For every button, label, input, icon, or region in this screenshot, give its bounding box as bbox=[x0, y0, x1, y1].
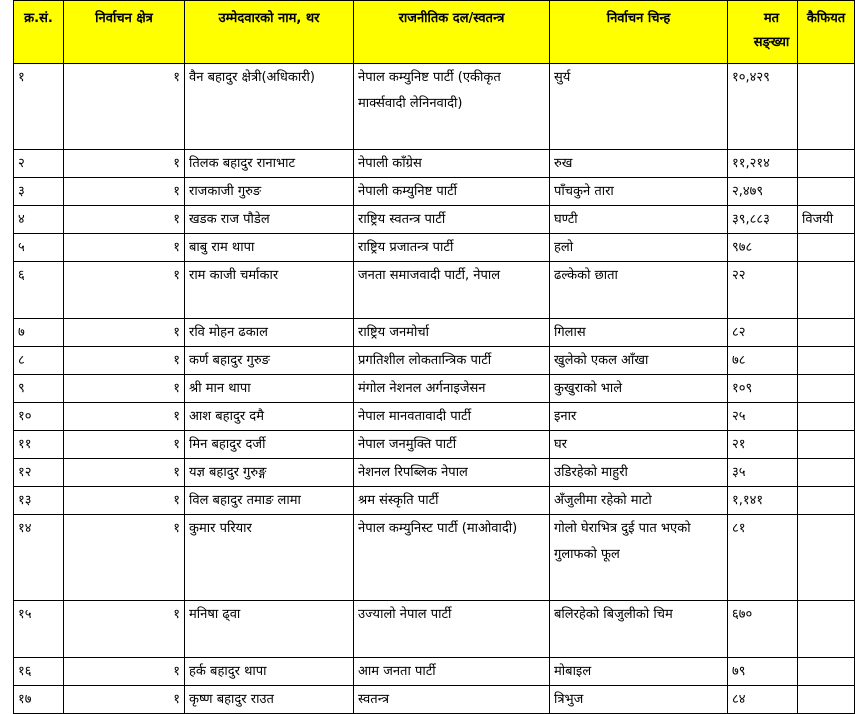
cell-remarks bbox=[798, 686, 855, 714]
table-row bbox=[14, 487, 855, 515]
cell-votes: ८२ bbox=[728, 319, 798, 347]
cell-sn: ८ bbox=[14, 347, 64, 375]
cell-sn: ९ bbox=[14, 375, 64, 403]
cell-votes: १०,४२९ bbox=[728, 64, 798, 150]
table-row bbox=[14, 658, 855, 686]
cell-symbol: त्रिभुज bbox=[550, 686, 728, 714]
cell-remarks bbox=[798, 375, 855, 403]
cell-symbol: बलिरहेको बिजुलीको चिम bbox=[550, 601, 728, 658]
cell-constituency: १ bbox=[64, 150, 185, 178]
table-row bbox=[14, 319, 855, 347]
header-constituency: निर्वाचन क्षेत्र bbox=[64, 1, 185, 64]
header-candidate: उम्मेदवारको नाम, थर bbox=[185, 1, 354, 64]
cell-party: राष्ट्रिय प्रजातन्त्र पार्टी bbox=[354, 234, 550, 262]
cell-sn: १५ bbox=[14, 601, 64, 658]
cell-party: राष्ट्रिय स्वतन्त्र पार्टी bbox=[354, 206, 550, 234]
cell-party: मंगोल नेशनल अर्गनाइजेसन bbox=[354, 375, 550, 403]
cell-constituency: १ bbox=[64, 178, 185, 206]
cell-sn: १६ bbox=[14, 658, 64, 686]
table-row bbox=[14, 515, 855, 601]
table-row bbox=[14, 403, 855, 431]
cell-remarks bbox=[798, 347, 855, 375]
cell-sn: १० bbox=[14, 403, 64, 431]
cell-party: श्रम संस्कृति पार्टी bbox=[354, 487, 550, 515]
cell-candidate: हर्क बहादुर थापा bbox=[185, 658, 354, 686]
cell-symbol: अँजुलीमा रहेको माटो bbox=[550, 487, 728, 515]
table-row bbox=[14, 686, 855, 714]
header-remarks: कैफियत bbox=[798, 1, 855, 64]
cell-candidate: कृष्ण बहादुर राउत bbox=[185, 686, 354, 714]
cell-votes: २,४७९ bbox=[728, 178, 798, 206]
cell-symbol: कुखुराको भाले bbox=[550, 375, 728, 403]
cell-constituency: १ bbox=[64, 206, 185, 234]
cell-votes: ३९,८८३ bbox=[728, 206, 798, 234]
table-row bbox=[14, 262, 855, 319]
cell-symbol: इनार bbox=[550, 403, 728, 431]
cell-sn: २ bbox=[14, 150, 64, 178]
cell-symbol: खुलेको एकल आँखा bbox=[550, 347, 728, 375]
table-row bbox=[14, 347, 855, 375]
cell-symbol: घर bbox=[550, 431, 728, 459]
cell-party: स्वतन्त्र bbox=[354, 686, 550, 714]
cell-constituency: १ bbox=[64, 601, 185, 658]
table-row bbox=[14, 206, 855, 234]
cell-sn: ११ bbox=[14, 431, 64, 459]
cell-party: राष्ट्रिय जनमोर्चा bbox=[354, 319, 550, 347]
cell-remarks bbox=[798, 64, 855, 150]
cell-remarks bbox=[798, 658, 855, 686]
cell-sn: ६ bbox=[14, 262, 64, 319]
cell-votes: ६७० bbox=[728, 601, 798, 658]
cell-party: नेपाली कम्युनिष्ट पार्टी bbox=[354, 178, 550, 206]
cell-remarks bbox=[798, 178, 855, 206]
cell-candidate: मिन बहादुर दर्जी bbox=[185, 431, 354, 459]
cell-candidate: वैन बहादुर क्षेत्री(अधिकारी) bbox=[185, 64, 354, 150]
cell-votes: ३५ bbox=[728, 459, 798, 487]
cell-votes: २५ bbox=[728, 403, 798, 431]
cell-votes: ९७८ bbox=[728, 234, 798, 262]
cell-symbol: ढल्केको छाता bbox=[550, 262, 728, 319]
cell-candidate: कुमार परियार bbox=[185, 515, 354, 601]
table-row bbox=[14, 431, 855, 459]
cell-votes: १,१४१ bbox=[728, 487, 798, 515]
cell-symbol: गोलो घेराभित्र दुई पात भएको गुलाफको फूल bbox=[550, 515, 728, 601]
cell-remarks bbox=[798, 431, 855, 459]
cell-sn: ३ bbox=[14, 178, 64, 206]
cell-remarks bbox=[798, 234, 855, 262]
table-row bbox=[14, 459, 855, 487]
cell-votes: २१ bbox=[728, 431, 798, 459]
cell-sn: १ bbox=[14, 64, 64, 150]
cell-symbol: सुर्य bbox=[550, 64, 728, 150]
cell-party: नेपाल जनमुक्ति पार्टी bbox=[354, 431, 550, 459]
cell-sn: ४ bbox=[14, 206, 64, 234]
cell-candidate: तिलक बहादुर रानाभाट bbox=[185, 150, 354, 178]
cell-constituency: १ bbox=[64, 686, 185, 714]
table-row bbox=[14, 178, 855, 206]
cell-party: नेशनल रिपब्लिक नेपाल bbox=[354, 459, 550, 487]
cell-remarks bbox=[798, 150, 855, 178]
cell-candidate: यज्ञ बहादुर गुरुङ्ग bbox=[185, 459, 354, 487]
cell-candidate: खडक राज पौडेल bbox=[185, 206, 354, 234]
cell-remarks bbox=[798, 319, 855, 347]
cell-candidate: रवि मोहन ढकाल bbox=[185, 319, 354, 347]
cell-sn: १७ bbox=[14, 686, 64, 714]
cell-party: प्रगतिशील लोकतान्त्रिक पार्टी bbox=[354, 347, 550, 375]
cell-symbol: रुख bbox=[550, 150, 728, 178]
cell-candidate: राजकाजी गुरुङ bbox=[185, 178, 354, 206]
cell-remarks bbox=[798, 487, 855, 515]
header-row bbox=[14, 1, 855, 64]
cell-candidate: विल बहादुर तमाङ लामा bbox=[185, 487, 354, 515]
cell-constituency: १ bbox=[64, 64, 185, 150]
cell-symbol: उडिरहेको माहुरी bbox=[550, 459, 728, 487]
cell-sn: ७ bbox=[14, 319, 64, 347]
cell-symbol: मोबाइल bbox=[550, 658, 728, 686]
cell-constituency: १ bbox=[64, 403, 185, 431]
cell-constituency: १ bbox=[64, 347, 185, 375]
header-votes: मत सङ्ख्या bbox=[728, 1, 798, 64]
cell-symbol: गिलास bbox=[550, 319, 728, 347]
cell-party: नेपाली काँग्रेस bbox=[354, 150, 550, 178]
cell-sn: ५ bbox=[14, 234, 64, 262]
cell-symbol: हलो bbox=[550, 234, 728, 262]
cell-votes: ७९ bbox=[728, 658, 798, 686]
cell-symbol: घण्टी bbox=[550, 206, 728, 234]
cell-sn: १४ bbox=[14, 515, 64, 601]
cell-votes: १०९ bbox=[728, 375, 798, 403]
cell-remarks: विजयी bbox=[798, 206, 855, 234]
cell-candidate: श्री मान थापा bbox=[185, 375, 354, 403]
cell-party: नेपाल कम्युनिष्ट पार्टी (एकीकृत मार्क्सवादी लेनिनवादी) bbox=[354, 64, 550, 150]
table-row bbox=[14, 234, 855, 262]
cell-constituency: १ bbox=[64, 319, 185, 347]
cell-candidate: राम काजी चर्माकार bbox=[185, 262, 354, 319]
cell-candidate: कर्ण बहादुर गुरुङ bbox=[185, 347, 354, 375]
cell-party: नेपाल कम्युनिस्ट पार्टी (माओवादी) bbox=[354, 515, 550, 601]
cell-votes: ११,२१४ bbox=[728, 150, 798, 178]
cell-candidate: मनिषा ढ्वा bbox=[185, 601, 354, 658]
results-body bbox=[14, 64, 855, 714]
cell-remarks bbox=[798, 601, 855, 658]
cell-candidate: बाबु राम थापा bbox=[185, 234, 354, 262]
cell-party: नेपाल मानवतावादी पार्टी bbox=[354, 403, 550, 431]
cell-constituency: १ bbox=[64, 487, 185, 515]
cell-constituency: १ bbox=[64, 658, 185, 686]
header-sn: क्र.सं. bbox=[14, 1, 64, 64]
cell-votes: २२ bbox=[728, 262, 798, 319]
header-party: राजनीतिक दल/स्वतन्त्र bbox=[354, 1, 550, 64]
table-row bbox=[14, 150, 855, 178]
cell-party: जनता समाजवादी पार्टी, नेपाल bbox=[354, 262, 550, 319]
cell-constituency: १ bbox=[64, 234, 185, 262]
cell-sn: १२ bbox=[14, 459, 64, 487]
cell-constituency: १ bbox=[64, 262, 185, 319]
cell-votes: ८४ bbox=[728, 686, 798, 714]
cell-party: उज्यालो नेपाल पार्टी bbox=[354, 601, 550, 658]
table-row bbox=[14, 601, 855, 658]
cell-remarks bbox=[798, 262, 855, 319]
table-row bbox=[14, 375, 855, 403]
header-symbol: निर्वाचन चिन्ह bbox=[550, 1, 728, 64]
cell-votes: ७८ bbox=[728, 347, 798, 375]
cell-remarks bbox=[798, 515, 855, 601]
cell-party: आम जनता पार्टी bbox=[354, 658, 550, 686]
cell-constituency: १ bbox=[64, 459, 185, 487]
cell-symbol: पाँचकुने तारा bbox=[550, 178, 728, 206]
cell-constituency: १ bbox=[64, 515, 185, 601]
cell-constituency: १ bbox=[64, 375, 185, 403]
cell-remarks bbox=[798, 459, 855, 487]
cell-sn: १३ bbox=[14, 487, 64, 515]
cell-candidate: आश बहादुर दमै bbox=[185, 403, 354, 431]
election-results-table bbox=[13, 0, 855, 714]
table-row bbox=[14, 64, 855, 150]
cell-votes: ८१ bbox=[728, 515, 798, 601]
cell-constituency: १ bbox=[64, 431, 185, 459]
cell-remarks bbox=[798, 403, 855, 431]
